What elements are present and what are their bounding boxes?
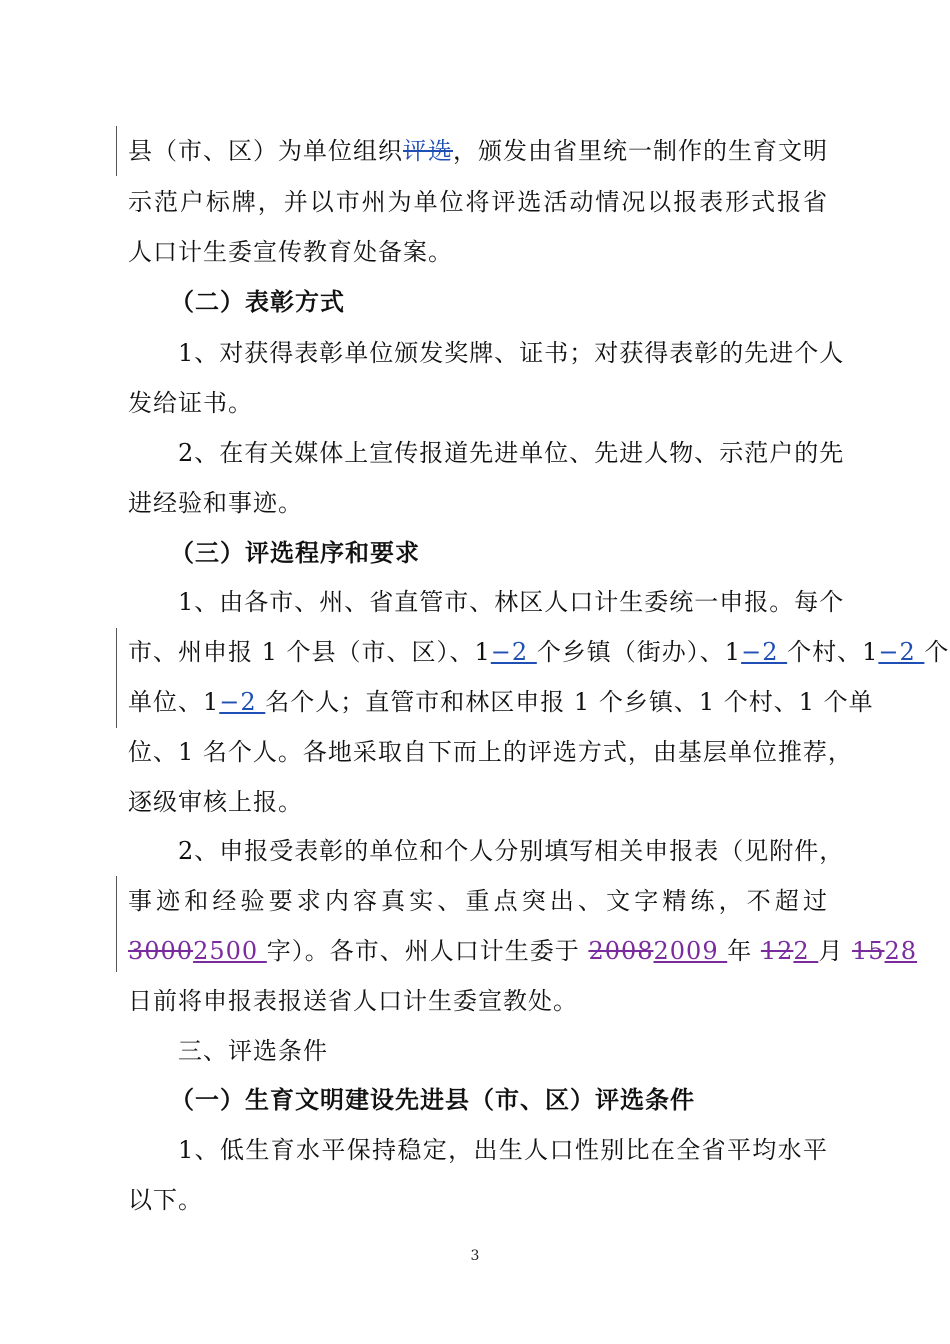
deleted-text: 2008 (588, 937, 654, 965)
paragraph-line: 1、由各市、州、省直管市、林区人口计生委统一申报。每个 (178, 588, 845, 616)
inserted-text: −2 (878, 638, 925, 666)
inserted-text: 28 (884, 937, 918, 965)
inserted-text: 2 (793, 937, 819, 965)
paragraph-line (128, 134, 828, 168)
text-run: 个村、1 (787, 638, 879, 666)
paragraph-line: 日前将申报表报送省人口计生委宣教处。 (128, 987, 578, 1015)
paragraph-line (128, 685, 874, 719)
deleted-text: 评选 (403, 137, 453, 165)
paragraph-line: 以下。 (128, 1186, 203, 1214)
paragraph-line: 1、对获得表彰单位颁发奖牌、证书；对获得表彰的先进个人 (178, 339, 845, 367)
inserted-text: −2 (219, 688, 266, 716)
paragraph-line (128, 635, 950, 669)
section-heading: （二）表彰方式 (170, 287, 345, 316)
paragraph-line: 事迹和经验要求内容真实、重点突出、文字精练，不超过 (128, 887, 828, 915)
paragraph-line: 位、1 名个人。各地采取自下而上的评选方式，由基层单位推荐， (128, 738, 853, 766)
section-heading: 三、评选条件 (178, 1037, 328, 1065)
paragraph-line: 2、申报受表彰的单位和个人分别填写相关申报表（见附件， (178, 837, 845, 865)
text-run: 个乡镇（街办）、1 (536, 638, 742, 666)
text-run: 市、州申报 1 个县（市、区）、1 (128, 638, 491, 666)
inserted-text: −2 (490, 638, 537, 666)
paragraph-line: 进经验和事迹。 (128, 489, 303, 517)
paragraph-line: 发给证书。 (128, 389, 253, 417)
text-run: 月 (818, 937, 852, 965)
deleted-text: 3000 (128, 937, 194, 965)
text-run: 字）。各市、州人口计生委于 (266, 937, 589, 965)
page-number: 3 (470, 1248, 480, 1264)
text-run: 单位、1 (128, 688, 220, 716)
deleted-text: 12 (760, 937, 794, 965)
section-heading: （一）生育文明建设先进县（市、区）评选条件 (170, 1085, 695, 1114)
paragraph-line (128, 934, 918, 968)
paragraph-line: 2、在有关媒体上宣传报道先进单位、先进人物、示范户的先 (178, 439, 845, 467)
paragraph-line: 人口计生委宣传教育处备案。 (128, 238, 453, 266)
text-run: 年 (727, 937, 761, 965)
revision-bar (116, 628, 117, 728)
inserted-text: 2500 (193, 937, 267, 965)
text-run: 县（市、区）为单位组织 (128, 137, 403, 165)
deleted-text: 15 (851, 937, 885, 965)
revision-bar (116, 876, 117, 972)
section-heading: （三）评选程序和要求 (170, 538, 420, 567)
inserted-text: 2009 (653, 937, 728, 965)
inserted-text: −2 (741, 638, 788, 666)
paragraph-line: 逐级审核上报。 (128, 788, 303, 816)
text-run: 名个人；直管市和林区申报 1 个乡镇、1 个村、1 个单 (265, 688, 874, 716)
text-run: 个 (924, 638, 950, 666)
paragraph-line: 示范户标牌，并以市州为单位将评选活动情况以报表形式报省 (128, 188, 828, 216)
text-run: ，颁发由省里统一制作的生育文明 (453, 137, 828, 165)
revision-bar (116, 126, 117, 176)
paragraph-line: 1、低生育水平保持稳定，出生人口性别比在全省平均水平 (178, 1136, 828, 1164)
